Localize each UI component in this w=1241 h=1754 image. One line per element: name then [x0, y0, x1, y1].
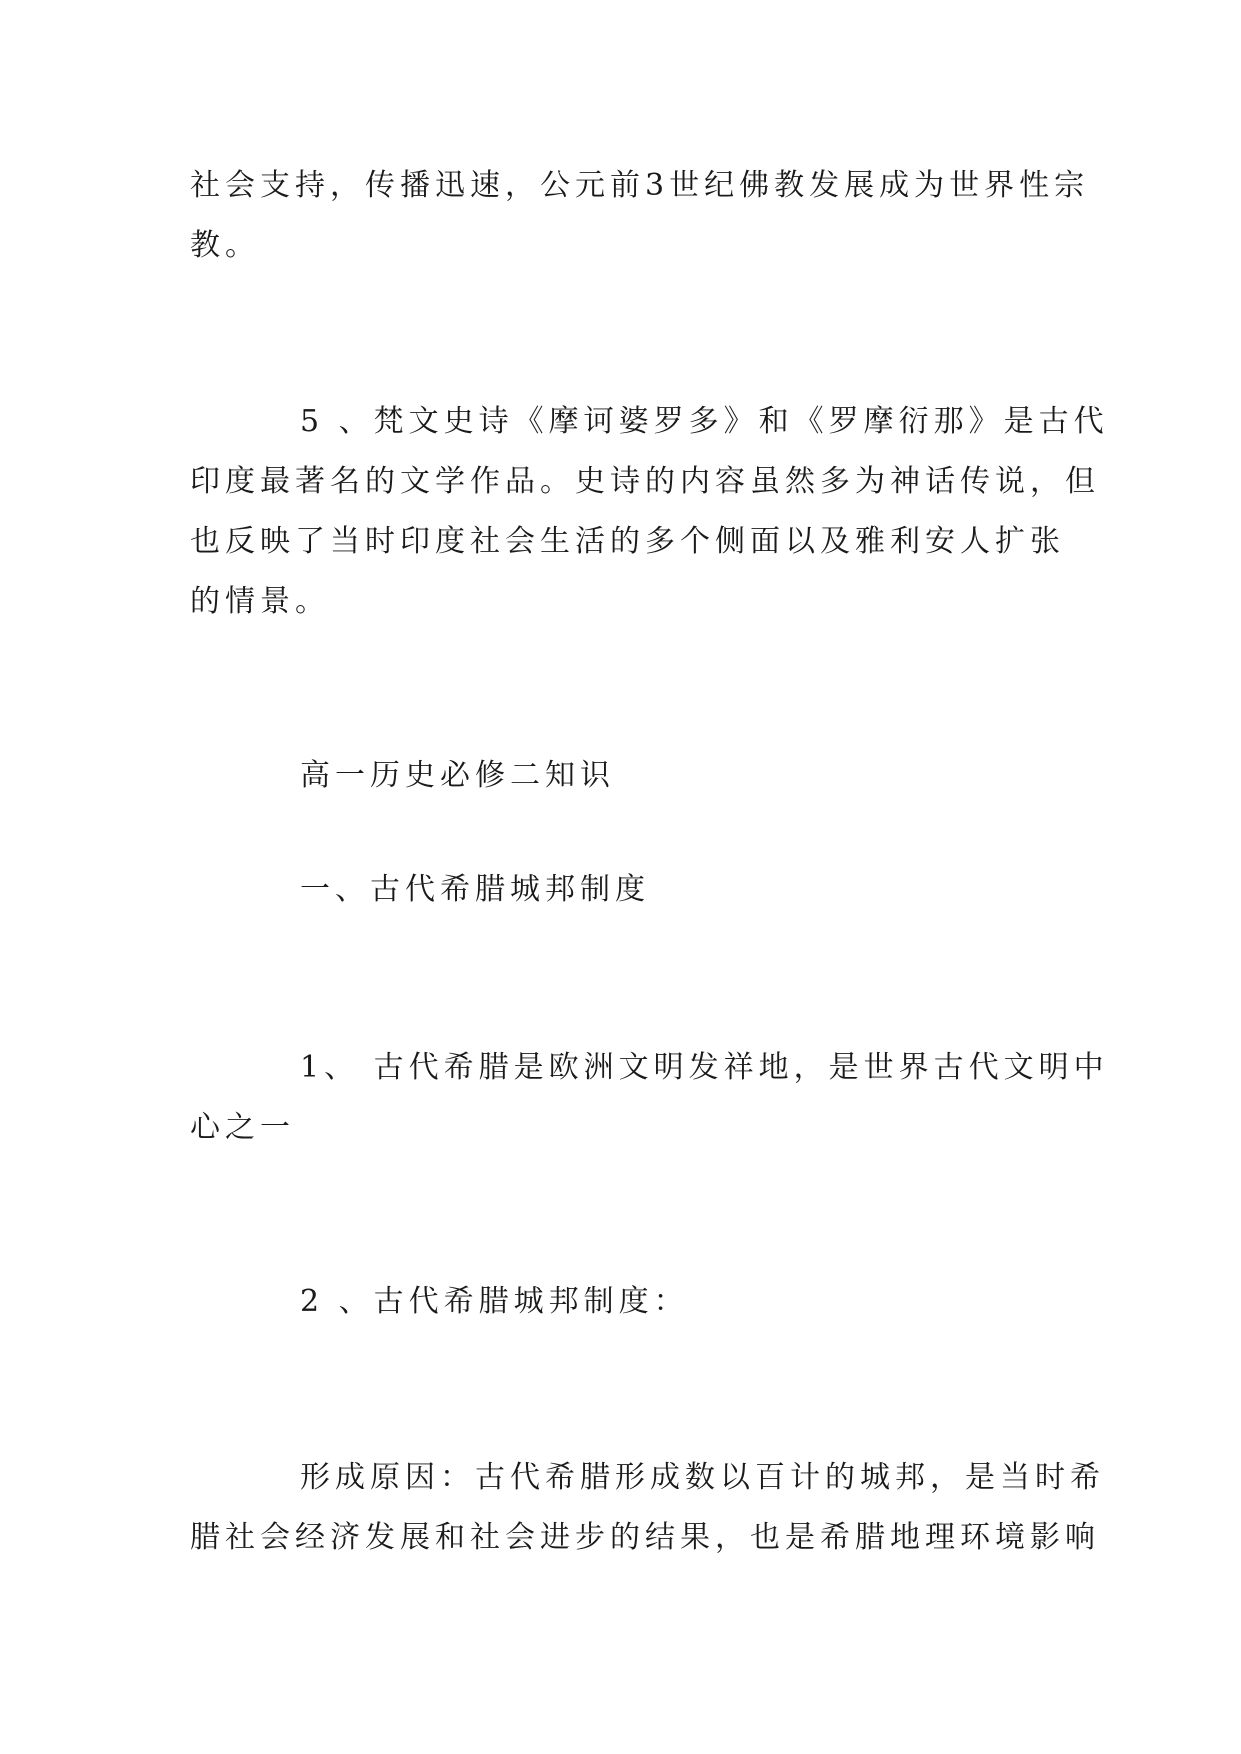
item-2-heading: 2 、古代希腊城邦制度： [300, 1284, 689, 1319]
subsection-heading: 一、古代希腊城邦制度 [300, 872, 650, 907]
paragraph-4-line-1: 社会支持，传播迅速，公元前3世纪佛教发展成为世界性宗 [190, 168, 1090, 203]
item-1-line-1: 1、 古代希腊是欧洲文明发祥地，是世界古代文明中 [300, 1050, 1109, 1085]
item-1-line-2: 心之一 [190, 1110, 295, 1145]
paragraph-5-line-2: 印度最著名的文学作品。史诗的内容虽然多为神话传说，但 [190, 464, 1100, 499]
paragraph-5-line-4: 的情景。 [190, 584, 330, 619]
formation-cause-line-2: 腊社会经济发展和社会进步的结果，也是希腊地理环境影响 [190, 1520, 1100, 1555]
paragraph-5-line-3: 也反映了当时印度社会生活的多个侧面以及雅利安人扩张 [190, 524, 1065, 559]
paragraph-5-line-1: 5 、梵文史诗《摩诃婆罗多》和《罗摩衍那》是古代 [300, 404, 1109, 439]
formation-cause-line-1: 形成原因：古代希腊形成数以百计的城邦，是当时希 [300, 1460, 1105, 1495]
section-heading: 高一历史必修二知识 [300, 758, 615, 793]
paragraph-4-line-2: 教。 [190, 228, 260, 263]
